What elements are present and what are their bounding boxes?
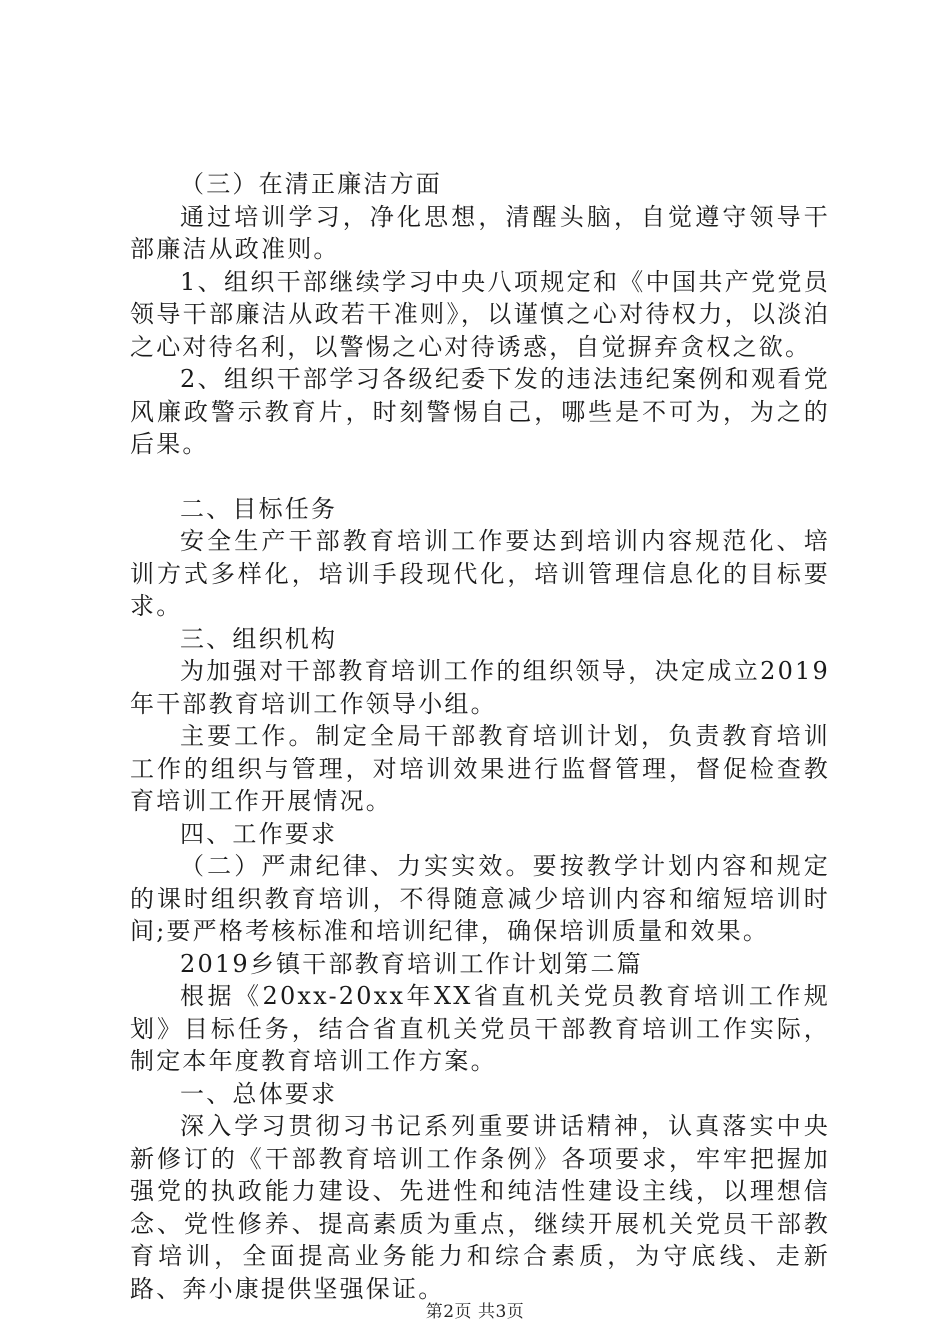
- page-number-footer: 第2页 共3页: [425, 1302, 525, 1322]
- section-heading: （三）在清正廉洁方面: [180, 170, 442, 198]
- paragraph: 为加强对干部教育培训工作的组织领导，决定成立2019年干部教育培训工作领导小组。: [130, 657, 830, 718]
- section-heading: 四、工作要求: [180, 819, 338, 848]
- document-body: [130, 168, 830, 1305]
- paragraph: 深入学习贯彻习书记系列重要讲话精神，认真落实中央新修订的《干部教育培训工作条例》各项要求，牢牢把握加强党的执政能力建设、先进性和纯洁性建设主线，以理想信念、党性修养、提高素质为重点，继续开展机关党员干部教育培训，全面提高业务能力和综合素质，为守底线、走新路、奔小康提供坚强保证。: [130, 1112, 830, 1303]
- part-title: 2019乡镇干部教育培训工作计划第二篇: [180, 949, 643, 978]
- list-item: 1、组织干部继续学习中央八项规定和《中国共产党党员领导干部廉洁从政若干准则》，以谨慎之心对待权力，以淡泊之心对待名利，以警惕之心对待诱惑，自觉摒弃贪权之欲。: [130, 267, 830, 361]
- paragraph: 主要工作。制定全局干部教育培训计划，负责教育培训工作的组织与管理，对培训效果进行监督管理，督促检查教育培训工作开展情况。: [130, 722, 830, 815]
- paragraph: 通过培训学习，净化思想，清醒头脑，自觉遵守领导干部廉洁从政准则。: [130, 202, 830, 263]
- section-heading: 二、目标任务: [180, 494, 338, 523]
- section-heading: 一、总体要求: [180, 1079, 338, 1108]
- list-item: 2、组织干部学习各级纪委下发的违法违纪案例和观看党风廉政警示教育片，时刻警惕自己，哪些是不可为，为之的后果。: [130, 365, 830, 458]
- paragraph-gap: [130, 461, 830, 493]
- paragraph: 根据《20xx-20xx年XX省直机关党员教育培训工作规划》目标任务，结合省直机关党员干部教育培训工作实际，制定本年度教育培训工作方案。: [130, 982, 830, 1075]
- paragraph: （二）严肃纪律、力实实效。要按教学计划内容和规定的课时组织教育培训，不得随意减少培训内容和缩短培训时间;要严格考核标准和培训纪律，确保培训质量和效果。: [130, 852, 830, 945]
- paragraph: 安全生产干部教育培训工作要达到培训内容规范化、培训方式多样化，培训手段现代化，培训管理信息化的目标要求。: [130, 527, 830, 620]
- section-heading: 三、组织机构: [180, 624, 338, 653]
